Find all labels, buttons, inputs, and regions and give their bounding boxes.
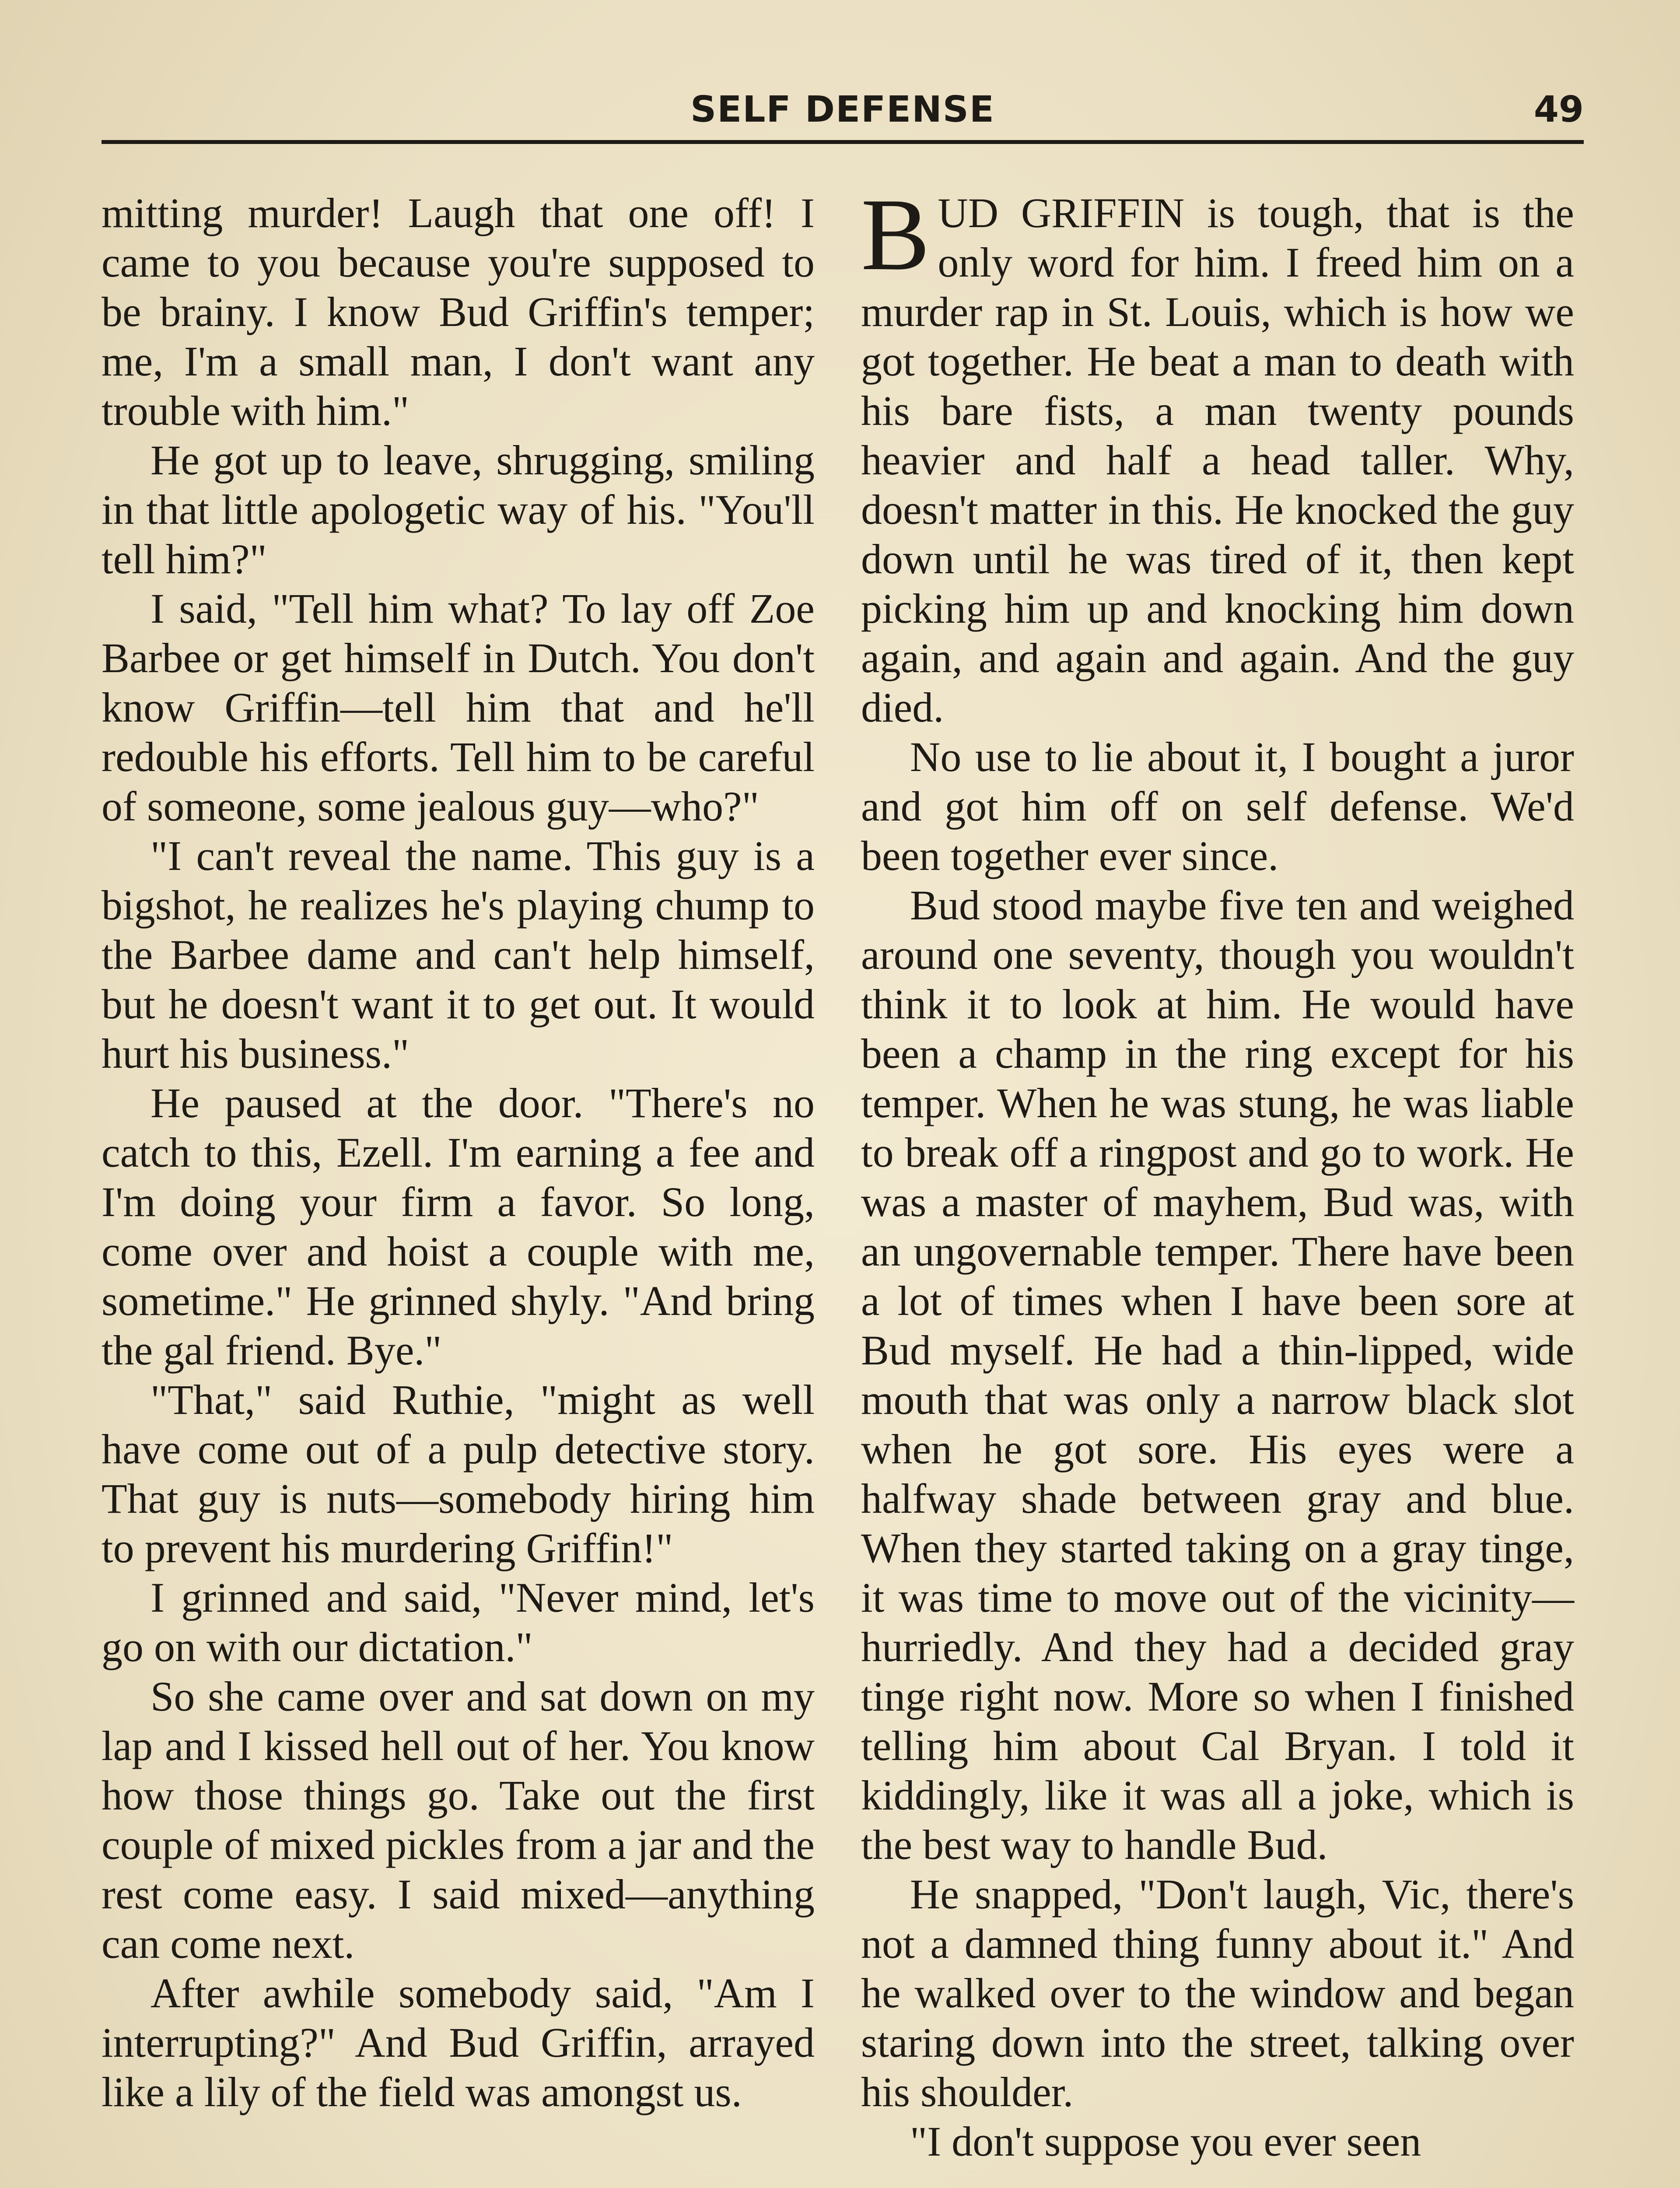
paragraph: He got up to leave, shrugging, smiling in that little apologetic way of his. "You'll tell him?" [102,437,815,582]
left-column [102,188,815,2117]
drop-cap: B [861,178,930,292]
paragraph: After awhile somebody said, "Am I interrupting?" And Bud Griffin, arrayed like a lily of the field was amongst us. [102,1970,815,2115]
paragraph: He snapped, "Don't laugh, Vic, there's not a damned thing funny about it." And he walked over to the window and began staring down into the street, talking over his shoulder. [861,1871,1574,2115]
opening-paragraph [861,178,1574,732]
paragraph: He paused at the door. "There's no catch to this, Ezell. I'm earning a fee and I'm doing your firm a favor. So long, come over and hoist a couple with me, sometime." He grinned shyly. "And bring the gal friend. Bye." [102,1080,815,1374]
paragraph: I said, "Tell him what? To lay off Zoe Barbee or get himself in Dutch. You don't know Griffin—tell him that and he'll redouble his efforts. Tell him to be careful of someone, some jealous guy—who?" [102,585,815,830]
page-header [102,86,1584,143]
header-rule [102,140,1584,144]
paragraph: "I don't suppose you ever seen [910,2118,1421,2165]
paragraph: "I can't reveal the name. This guy is a bigshot, he realizes he's playing chump to the Barbee dame and can't help himself, but he doesn't want it to get out. It would hurt his business." [102,832,815,1077]
right-column [861,178,1574,2166]
running-title: SELF DEFENSE [690,89,995,130]
opening-paragraph-text: UD GRIFFIN is tough, that is the only word for him. I freed him on a murder rap in St. Louis, which is how we got together. He beat a man to death with his bare fists, a man twenty pounds heavier and half a head taller. Why, doesn't matter in this. He knocked the guy down until he was tired of it, then kept picking him up and knocking him down again, and again and again. And the guy died. [861,189,1574,731]
paragraph: Bud stood maybe five ten and weighed around one seventy, though you wouldn't think it to look at him. He would have been a champ in the ring except for his temper. When he was stung, he was liable to break off a ringpost and go to work. He was a master of mayhem, Bud was, with an ungovernable temper. There have been a lot of times when I have been sore at Bud myself. He had a thin-lipped, wide mouth that was only a narrow black slot when he got sore. His eyes were a halfway shade between gray and blue. When they started taking on a gray tinge, it was time to move out of the vicinity—hurriedly. And they had a decided gray tinge right now. More so when I finished telling him about Cal Bryan. I told it kiddingly, like it was all a joke, which is the best way to handle Bud. [861,882,1574,1868]
paragraph: "That," said Ruthie, "might as well have come out of a pulp detective story. That guy is nuts—somebody hiring him to prevent his murdering Griffin!" [102,1376,815,1571]
paragraph: No use to lie about it, I bought a juror and got him off on self defense. We'd been together ever since. [861,733,1574,879]
paragraph: mitting murder! Laugh that one off! I came to you because you're supposed to be brainy. I know Bud Griffin's temper; me, I'm a small man, I don't want any trouble with him." [102,189,815,434]
page-number: 49 [1533,89,1584,130]
paragraph: I grinned and said, "Never mind, let's go on with our dictation." [102,1574,815,1670]
paragraph: So she came over and sat down on my lap and I kissed hell out of her. You know how those things go. Take out the first couple of mixed pickles from a jar and the rest come easy. I said mixed—anything can come next. [102,1673,815,1967]
